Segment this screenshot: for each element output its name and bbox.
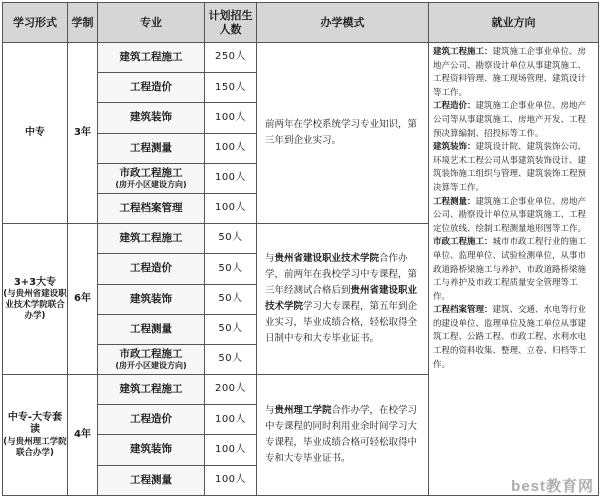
duration-cell: 4年 xyxy=(68,375,98,496)
study-mode-cell xyxy=(3,43,68,224)
career-item xyxy=(433,141,594,195)
enrollment-count: 50人 xyxy=(205,314,257,344)
major-cell xyxy=(98,193,205,223)
program-model-cell xyxy=(257,224,429,375)
major-cell xyxy=(98,133,205,163)
major-label: 工程测量 xyxy=(130,473,172,486)
header-row xyxy=(3,3,599,43)
career-item xyxy=(433,46,594,100)
header-duration: 学制 xyxy=(68,3,98,43)
major-cell xyxy=(98,103,205,133)
watermark: best教育网 xyxy=(511,478,594,495)
major-cell xyxy=(98,254,205,284)
major-label: 建筑工程施工 xyxy=(119,51,183,64)
program-model-text: 前两年在学校系统学习专业知识，第三年到企业实习。 xyxy=(265,118,418,147)
study-mode-note: (与贵州理工学院联合办学) xyxy=(3,436,67,458)
major-cell xyxy=(98,405,205,435)
enrollment-count: 100人 xyxy=(205,193,257,223)
program-model-cell xyxy=(257,43,429,224)
major-label: 建筑装饰 xyxy=(130,292,172,305)
admissions-table xyxy=(2,2,599,496)
major-cell xyxy=(98,344,205,374)
header-career: 就业方向 xyxy=(429,3,599,43)
major-cell xyxy=(98,224,205,254)
major-label: 工程测量 xyxy=(130,141,172,154)
enrollment-count: 50人 xyxy=(205,284,257,314)
major-label: 建筑装饰 xyxy=(130,111,172,124)
program-model-text: 学习大专课程，第五年到企业实习，毕业成绩合格，轻松取得全日制中专和大专毕业证书。 xyxy=(265,301,418,345)
enrollment-count: 50人 xyxy=(205,344,257,374)
enrollment-count: 100人 xyxy=(205,103,257,133)
study-mode-label: 3+3大专 xyxy=(13,276,57,288)
career-text: 建筑、交通、水电等行业的建设单位、监理单位及施工单位从事建筑工程、公路工程、市政工程、水利水电工程的资料收集、整理、立卷、归档等工作。 xyxy=(433,305,587,370)
major-label: 市政工程施工 xyxy=(119,166,183,179)
major-label: 工程造价 xyxy=(130,81,172,94)
header-model: 办学模式 xyxy=(257,3,429,43)
duration-cell: 3年 xyxy=(68,43,98,224)
career-item xyxy=(433,236,594,304)
enrollment-count: 50人 xyxy=(205,224,257,254)
major-cell xyxy=(98,284,205,314)
career-title: 建筑装饰： xyxy=(433,142,476,153)
study-mode-label: 中专 xyxy=(25,126,45,138)
major-cell xyxy=(98,465,205,495)
major-cell xyxy=(98,375,205,405)
career-text: 建筑设计院、建筑装饰公司、环境艺术工程公司从事建筑装饰设计、建筑装饰施工组织与管理、建筑装饰工程预决算等工作。 xyxy=(433,142,587,193)
career-title: 建筑工程施工： xyxy=(433,47,493,57)
major-note: (房开小区建设方向) xyxy=(115,361,187,371)
program-model-text: 与 xyxy=(265,252,275,264)
duration-cell: 6年 xyxy=(68,224,98,375)
header-plan: 计划招生人数 xyxy=(205,3,257,43)
major-label: 建筑装饰 xyxy=(130,443,172,456)
career-item xyxy=(433,196,594,237)
enrollment-count: 250人 xyxy=(205,43,257,73)
career-title: 工程测量： xyxy=(433,196,476,207)
partner-school-name: 贵州省建设职业技术学院 xyxy=(274,252,380,264)
enrollment-count: 100人 xyxy=(205,435,257,465)
career-direction-cell xyxy=(429,43,599,496)
career-text: 建筑施工企事业单位、房地产公司、勘察设计单位从事建筑施工、工程资料管理、施工现场管理、建筑设计等工作。 xyxy=(433,47,587,98)
major-cell xyxy=(98,435,205,465)
enrollment-count: 100人 xyxy=(205,133,257,163)
study-mode-cell xyxy=(3,375,68,496)
enrollment-count: 100人 xyxy=(205,405,257,435)
career-title: 工程造价： xyxy=(433,101,476,112)
major-cell xyxy=(98,43,205,73)
partner-school-name: 贵州理工学院 xyxy=(274,404,332,416)
major-cell xyxy=(98,163,205,193)
header-mode: 学习形式 xyxy=(3,3,68,43)
career-item xyxy=(433,304,594,372)
career-title: 工程档案管理： xyxy=(433,305,493,316)
major-label: 建筑工程施工 xyxy=(119,232,183,245)
header-major: 专业 xyxy=(98,3,205,43)
career-text: 城市市政工程行业的施工单位、监理单位、试验检测单位，从事市政道路桥梁施工与养护、市政道路桥梁施工与养护及市政工程质量安全管理等工作。 xyxy=(433,237,587,302)
career-item xyxy=(433,100,594,141)
major-label: 工程造价 xyxy=(130,413,172,426)
enrollment-count: 150人 xyxy=(205,73,257,103)
major-label: 市政工程施工 xyxy=(119,347,183,360)
study-mode-cell xyxy=(3,224,68,375)
career-title: 市政工程施工： xyxy=(433,237,493,248)
major-note: (房开小区建设方向) xyxy=(115,179,187,189)
program-model-text: 合作办学，前两年在我校学习中专课程，第三年经测试合格后到 xyxy=(265,252,418,296)
career-text: 建筑施工企事业单位、房地产公司、勘察设计单位从事建筑施工、工程定位放线、绘制工程测量地形图等工作。 xyxy=(433,196,587,234)
partner-school-name: 贵州省建设职业技术学院 xyxy=(265,284,418,313)
major-label: 建筑工程施工 xyxy=(119,383,183,396)
enrollment-count: 100人 xyxy=(205,163,257,193)
enrollment-count: 200人 xyxy=(205,375,257,405)
enrollment-count: 100人 xyxy=(205,465,257,495)
career-text: 建筑施工企事业单位、房地产公司等从事建筑施工、房地产开发、工程预决算编制、招投标等工作。 xyxy=(433,101,587,139)
table-row xyxy=(3,43,599,73)
major-label: 工程测量 xyxy=(130,322,172,335)
study-mode-label: 中专-大专套读 xyxy=(7,411,63,436)
major-cell xyxy=(98,73,205,103)
program-model-text: 合作办学，在校学习中专课程的同时利用业余时间学习大专课程，毕业成绩合格可轻松取得中专和大专毕业证书。 xyxy=(265,404,418,465)
program-model-cell xyxy=(257,375,429,496)
major-label: 工程造价 xyxy=(130,262,172,275)
study-mode-note: (与贵州省建设职业技术学院联合办学) xyxy=(3,289,67,321)
major-label: 工程档案管理 xyxy=(119,201,183,214)
table-body xyxy=(3,43,599,496)
program-model-text: 与 xyxy=(265,404,275,416)
major-cell xyxy=(98,314,205,344)
enrollment-count: 50人 xyxy=(205,254,257,284)
